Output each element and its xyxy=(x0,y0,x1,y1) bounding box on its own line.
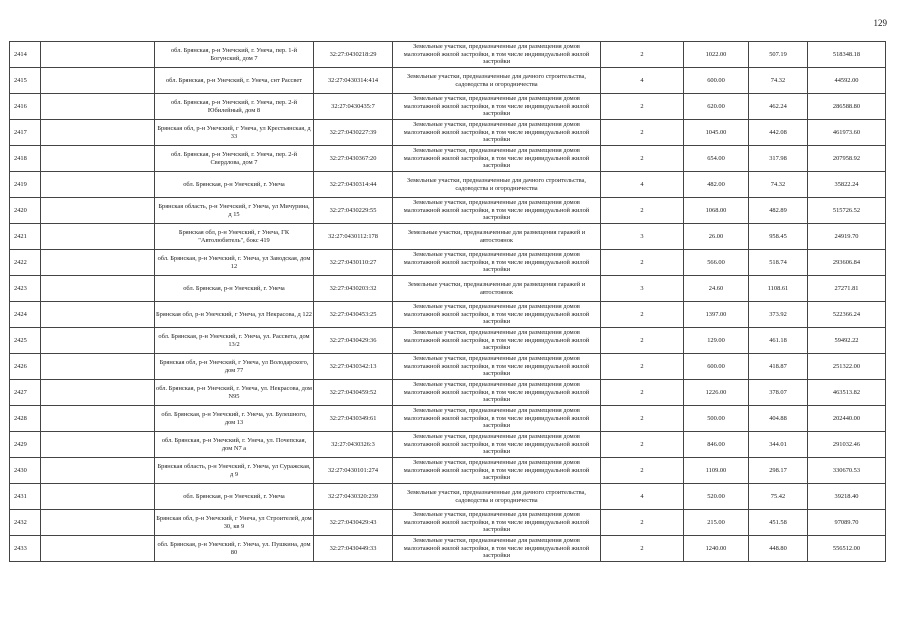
cadastral-number-cell: 32:27:0430314:44 xyxy=(314,172,393,198)
empty-cell xyxy=(41,224,155,250)
cadastral-value-cell: 59492.22 xyxy=(808,328,886,354)
cadastral-value-cell: 461973.60 xyxy=(808,120,886,146)
land-use-cell: Земельные участки, предназначенные для размещения домов малоэтажной жилой застройки, в том числе индивидуальной жилой застройки xyxy=(393,42,601,68)
cadastral-value-cell: 44592.00 xyxy=(808,68,886,94)
group-code-cell: 2 xyxy=(601,354,684,380)
empty-cell xyxy=(41,328,155,354)
empty-cell xyxy=(41,172,155,198)
area-cell: 566.00 xyxy=(684,250,749,276)
group-code-cell: 2 xyxy=(601,510,684,536)
row-number-cell: 2426 xyxy=(10,354,41,380)
table-row xyxy=(10,432,886,458)
unit-value-cell: 507.19 xyxy=(749,42,808,68)
unit-value-cell: 74.32 xyxy=(749,68,808,94)
group-code-cell: 2 xyxy=(601,328,684,354)
group-code-cell: 2 xyxy=(601,302,684,328)
cadastral-number-cell: 32:27:0430367:20 xyxy=(314,146,393,172)
area-cell: 129.00 xyxy=(684,328,749,354)
table-row xyxy=(10,380,886,406)
cadastral-number-cell: 32:27:0430320:239 xyxy=(314,484,393,510)
address-cell: Брянская область, р-н Унечский, г. Унеча, ул Суражская, д 9 xyxy=(155,458,314,484)
table-row xyxy=(10,484,886,510)
empty-cell xyxy=(41,354,155,380)
address-cell: обл. Брянская, р-н Унечский, г. Унеча, ул Заводская, дом 12 xyxy=(155,250,314,276)
unit-value-cell: 344.01 xyxy=(749,432,808,458)
row-number-cell: 2431 xyxy=(10,484,41,510)
address-cell: обл. Брянская, р-н Унечский, г. Унеча xyxy=(155,484,314,510)
cadastral-value-cell: 515726.52 xyxy=(808,198,886,224)
area-cell: 1109.00 xyxy=(684,458,749,484)
land-plot-registry-table xyxy=(9,41,886,562)
land-use-cell: Земельные участки, предназначенные для размещения домов малоэтажной жилой застройки, в том числе индивидуальной жилой застройки xyxy=(393,328,601,354)
group-code-cell: 2 xyxy=(601,250,684,276)
cadastral-number-cell: 32:27:0430227:39 xyxy=(314,120,393,146)
cadastral-value-cell: 286588.80 xyxy=(808,94,886,120)
cadastral-value-cell: 251322.00 xyxy=(808,354,886,380)
unit-value-cell: 442.08 xyxy=(749,120,808,146)
page-number: 129 xyxy=(873,18,887,28)
land-use-cell: Земельные участки, предназначенные для размещения домов малоэтажной жилой застройки, в том числе индивидуальной жилой застройки xyxy=(393,354,601,380)
group-code-cell: 2 xyxy=(601,146,684,172)
area-cell: 620.00 xyxy=(684,94,749,120)
row-number-cell: 2419 xyxy=(10,172,41,198)
unit-value-cell: 373.92 xyxy=(749,302,808,328)
row-number-cell: 2415 xyxy=(10,68,41,94)
row-number-cell: 2427 xyxy=(10,380,41,406)
row-number-cell: 2432 xyxy=(10,510,41,536)
empty-cell xyxy=(41,94,155,120)
address-cell: обл. Брянская, р-н Унечский, г. Унеча, пер. 2-й Юбилейный, дом 8 xyxy=(155,94,314,120)
land-use-cell: Земельные участки, предназначенные для размещения домов малоэтажной жилой застройки, в том числе индивидуальной жилой застройки xyxy=(393,380,601,406)
cadastral-value-cell: 97089.70 xyxy=(808,510,886,536)
table-row xyxy=(10,120,886,146)
area-cell: 215.00 xyxy=(684,510,749,536)
address-cell: обл. Брянская, р-н Унечский, г. Унеча, ул. Некрасова, дом N95 xyxy=(155,380,314,406)
land-use-cell: Земельные участки, предназначенные для размещения домов малоэтажной жилой застройки, в том числе индивидуальной жилой застройки xyxy=(393,120,601,146)
address-cell: обл. Брянская, р-н Унечский, г. Унеча, ул. Рассвета, дом 13/2 xyxy=(155,328,314,354)
area-cell: 26.00 xyxy=(684,224,749,250)
land-use-cell: Земельные участки, предназначенные для размещения домов малоэтажной жилой застройки, в том числе индивидуальной жилой застройки xyxy=(393,250,601,276)
row-number-cell: 2430 xyxy=(10,458,41,484)
cadastral-number-cell: 32:27:0430429:43 xyxy=(314,510,393,536)
cadastral-number-cell: 32:27:0430449:33 xyxy=(314,536,393,562)
land-use-cell: Земельные участки, предназначенные для дачного строительства, садоводства и огородничества xyxy=(393,484,601,510)
row-number-cell: 2417 xyxy=(10,120,41,146)
address-cell: Брянская область, р-н Унечский, г Унеча, ул Мичурина, д 15 xyxy=(155,198,314,224)
group-code-cell: 4 xyxy=(601,484,684,510)
cadastral-value-cell: 35822.24 xyxy=(808,172,886,198)
cadastral-value-cell: 207958.92 xyxy=(808,146,886,172)
registry-body xyxy=(10,42,886,562)
land-use-cell: Земельные участки, предназначенные для размещения домов малоэтажной жилой застройки, в том числе индивидуальной жилой застройки xyxy=(393,94,601,120)
cadastral-value-cell: 330670.53 xyxy=(808,458,886,484)
area-cell: 520.00 xyxy=(684,484,749,510)
cadastral-number-cell: 32:27:0430101:274 xyxy=(314,458,393,484)
address-cell: Брянская обл, р-н Унечский, г Унеча, ул Володарского, дом 77 xyxy=(155,354,314,380)
group-code-cell: 4 xyxy=(601,68,684,94)
row-number-cell: 2428 xyxy=(10,406,41,432)
area-cell: 24.60 xyxy=(684,276,749,302)
empty-cell xyxy=(41,458,155,484)
area-cell: 1397.00 xyxy=(684,302,749,328)
cadastral-value-cell: 291032.46 xyxy=(808,432,886,458)
land-use-cell: Земельные участки, предназначенные для дачного строительства, садоводства и огородничества xyxy=(393,68,601,94)
unit-value-cell: 461.18 xyxy=(749,328,808,354)
cadastral-value-cell: 39218.40 xyxy=(808,484,886,510)
unit-value-cell: 74.32 xyxy=(749,172,808,198)
land-use-cell: Земельные участки, предназначенные для размещения домов малоэтажной жилой застройки, в том числе индивидуальной жилой застройки xyxy=(393,198,601,224)
unit-value-cell: 448.80 xyxy=(749,536,808,562)
area-cell: 1068.00 xyxy=(684,198,749,224)
cadastral-number-cell: 32:27:0430203:32 xyxy=(314,276,393,302)
land-use-cell: Земельные участки, предназначенные для размещения домов малоэтажной жилой застройки, в том числе индивидуальной жилой застройки xyxy=(393,510,601,536)
land-use-cell: Земельные участки, предназначенные для размещения домов малоэтажной жилой застройки, в том числе индивидуальной жилой застройки xyxy=(393,458,601,484)
row-number-cell: 2421 xyxy=(10,224,41,250)
group-code-cell: 3 xyxy=(601,224,684,250)
table-row xyxy=(10,302,886,328)
empty-cell xyxy=(41,198,155,224)
table-row xyxy=(10,354,886,380)
table-row xyxy=(10,406,886,432)
land-use-cell: Земельные участки, предназначенные для размещения домов малоэтажной жилой застройки, в том числе индивидуальной жилой застройки xyxy=(393,432,601,458)
cadastral-value-cell: 24919.70 xyxy=(808,224,886,250)
address-cell: Брянская обл, р-н Унечский, г Унеча, ул Крестьянская, д 33 xyxy=(155,120,314,146)
empty-cell xyxy=(41,42,155,68)
land-use-cell: Земельные участки, предназначенные для размещения домов малоэтажной жилой застройки, в том числе индивидуальной жилой застройки xyxy=(393,536,601,562)
area-cell: 846.00 xyxy=(684,432,749,458)
group-code-cell: 2 xyxy=(601,120,684,146)
address-cell: обл. Брянская, р-н Унечский, г. Унеча, пер. 1-й Богунский, дом 7 xyxy=(155,42,314,68)
table-row xyxy=(10,172,886,198)
address-cell: Брянская обл, р-н Унечский, г Унеча, ул Некрасова, д 122 xyxy=(155,302,314,328)
table-row xyxy=(10,224,886,250)
cadastral-number-cell: 32:27:0430349:61 xyxy=(314,406,393,432)
address-cell: обл. Брянская, р-н Унечский, г. Унеча, пер. 2-й Свердлова, дом 7 xyxy=(155,146,314,172)
unit-value-cell: 518.74 xyxy=(749,250,808,276)
land-use-cell: Земельные участки, предназначенные для размещения гаражей и автостоянок xyxy=(393,224,601,250)
group-code-cell: 2 xyxy=(601,380,684,406)
group-code-cell: 2 xyxy=(601,536,684,562)
empty-cell xyxy=(41,536,155,562)
table-row xyxy=(10,198,886,224)
group-code-cell: 2 xyxy=(601,94,684,120)
cadastral-number-cell: 32:27:0430218:29 xyxy=(314,42,393,68)
empty-cell xyxy=(41,484,155,510)
unit-value-cell: 404.88 xyxy=(749,406,808,432)
group-code-cell: 2 xyxy=(601,406,684,432)
table-row xyxy=(10,146,886,172)
unit-value-cell: 317.98 xyxy=(749,146,808,172)
empty-cell xyxy=(41,510,155,536)
cadastral-value-cell: 463513.82 xyxy=(808,380,886,406)
unit-value-cell: 482.89 xyxy=(749,198,808,224)
unit-value-cell: 418.87 xyxy=(749,354,808,380)
group-code-cell: 2 xyxy=(601,42,684,68)
unit-value-cell: 378.07 xyxy=(749,380,808,406)
unit-value-cell: 958.45 xyxy=(749,224,808,250)
empty-cell xyxy=(41,250,155,276)
empty-cell xyxy=(41,120,155,146)
row-number-cell: 2420 xyxy=(10,198,41,224)
table-row xyxy=(10,276,886,302)
unit-value-cell: 462.24 xyxy=(749,94,808,120)
area-cell: 600.00 xyxy=(684,68,749,94)
cadastral-number-cell: 32:27:0430435:7 xyxy=(314,94,393,120)
address-cell: Брянская обл, р-н Унечский, г Унеча, ГК "Автолюбитель", бокс 419 xyxy=(155,224,314,250)
table-row xyxy=(10,94,886,120)
cadastral-number-cell: 32:27:0430342:13 xyxy=(314,354,393,380)
table-row xyxy=(10,328,886,354)
area-cell: 654.00 xyxy=(684,146,749,172)
area-cell: 600.00 xyxy=(684,354,749,380)
empty-cell xyxy=(41,146,155,172)
area-cell: 482.00 xyxy=(684,172,749,198)
group-code-cell: 4 xyxy=(601,172,684,198)
cadastral-value-cell: 293606.84 xyxy=(808,250,886,276)
unit-value-cell: 75.42 xyxy=(749,484,808,510)
cadastral-number-cell: 32:27:0430429:36 xyxy=(314,328,393,354)
address-cell: обл. Брянская, р-н Унечский, г. Унеча, ул. Пушкина, дом 80 xyxy=(155,536,314,562)
area-cell: 1022.00 xyxy=(684,42,749,68)
row-number-cell: 2433 xyxy=(10,536,41,562)
row-number-cell: 2425 xyxy=(10,328,41,354)
row-number-cell: 2418 xyxy=(10,146,41,172)
unit-value-cell: 451.58 xyxy=(749,510,808,536)
row-number-cell: 2424 xyxy=(10,302,41,328)
address-cell: обл. Брянская, р-н Унечский, г. Унеча xyxy=(155,276,314,302)
table-row xyxy=(10,510,886,536)
cadastral-number-cell: 32:27:0430229:55 xyxy=(314,198,393,224)
cadastral-number-cell: 32:27:0430110:27 xyxy=(314,250,393,276)
empty-cell xyxy=(41,68,155,94)
table-row xyxy=(10,42,886,68)
cadastral-value-cell: 522366.24 xyxy=(808,302,886,328)
empty-cell xyxy=(41,302,155,328)
row-number-cell: 2429 xyxy=(10,432,41,458)
cadastral-number-cell: 32:27:0430453:25 xyxy=(314,302,393,328)
empty-cell xyxy=(41,432,155,458)
cadastral-number-cell: 32:27:0430314:414 xyxy=(314,68,393,94)
empty-cell xyxy=(41,276,155,302)
area-cell: 1226.00 xyxy=(684,380,749,406)
cadastral-value-cell: 518348.18 xyxy=(808,42,886,68)
table-row xyxy=(10,458,886,484)
group-code-cell: 3 xyxy=(601,276,684,302)
cadastral-number-cell: 32:27:0430459:52 xyxy=(314,380,393,406)
empty-cell xyxy=(41,406,155,432)
cadastral-value-cell: 556512.00 xyxy=(808,536,886,562)
empty-cell xyxy=(41,380,155,406)
land-use-cell: Земельные участки, предназначенные для размещения гаражей и автостоянок xyxy=(393,276,601,302)
address-cell: обл. Брянская, р-н Унечский, г. Унеча, ул. Почепская, дом N7 а xyxy=(155,432,314,458)
row-number-cell: 2416 xyxy=(10,94,41,120)
row-number-cell: 2422 xyxy=(10,250,41,276)
area-cell: 500.00 xyxy=(684,406,749,432)
table-row xyxy=(10,250,886,276)
area-cell: 1045.00 xyxy=(684,120,749,146)
cadastral-number-cell: 32:27:0430326:3 xyxy=(314,432,393,458)
cadastral-value-cell: 202440.00 xyxy=(808,406,886,432)
address-cell: Брянская обл, р-н Унечский, г Унеча, ул Строителей, дом 30, кв 9 xyxy=(155,510,314,536)
land-use-cell: Земельные участки, предназначенные для размещения домов малоэтажной жилой застройки, в том числе индивидуальной жилой застройки xyxy=(393,302,601,328)
cadastral-value-cell: 27271.81 xyxy=(808,276,886,302)
unit-value-cell: 1108.61 xyxy=(749,276,808,302)
address-cell: обл. Брянская, р-н Унечский, г. Унеча, ул. Булешного, дом 13 xyxy=(155,406,314,432)
land-use-cell: Земельные участки, предназначенные для размещения домов малоэтажной жилой застройки, в том числе индивидуальной жилой застройки xyxy=(393,406,601,432)
unit-value-cell: 298.17 xyxy=(749,458,808,484)
group-code-cell: 2 xyxy=(601,198,684,224)
address-cell: обл. Брянская, р-н Унечский, г. Унеча, снт Рассвет xyxy=(155,68,314,94)
row-number-cell: 2423 xyxy=(10,276,41,302)
group-code-cell: 2 xyxy=(601,458,684,484)
row-number-cell: 2414 xyxy=(10,42,41,68)
table-row xyxy=(10,536,886,562)
table-row xyxy=(10,68,886,94)
land-use-cell: Земельные участки, предназначенные для размещения домов малоэтажной жилой застройки, в том числе индивидуальной жилой застройки xyxy=(393,146,601,172)
land-use-cell: Земельные участки, предназначенные для дачного строительства, садоводства и огородничества xyxy=(393,172,601,198)
group-code-cell: 2 xyxy=(601,432,684,458)
address-cell: обл. Брянская, р-н Унечский, г. Унеча xyxy=(155,172,314,198)
area-cell: 1240.00 xyxy=(684,536,749,562)
cadastral-number-cell: 32:27:0430112:178 xyxy=(314,224,393,250)
